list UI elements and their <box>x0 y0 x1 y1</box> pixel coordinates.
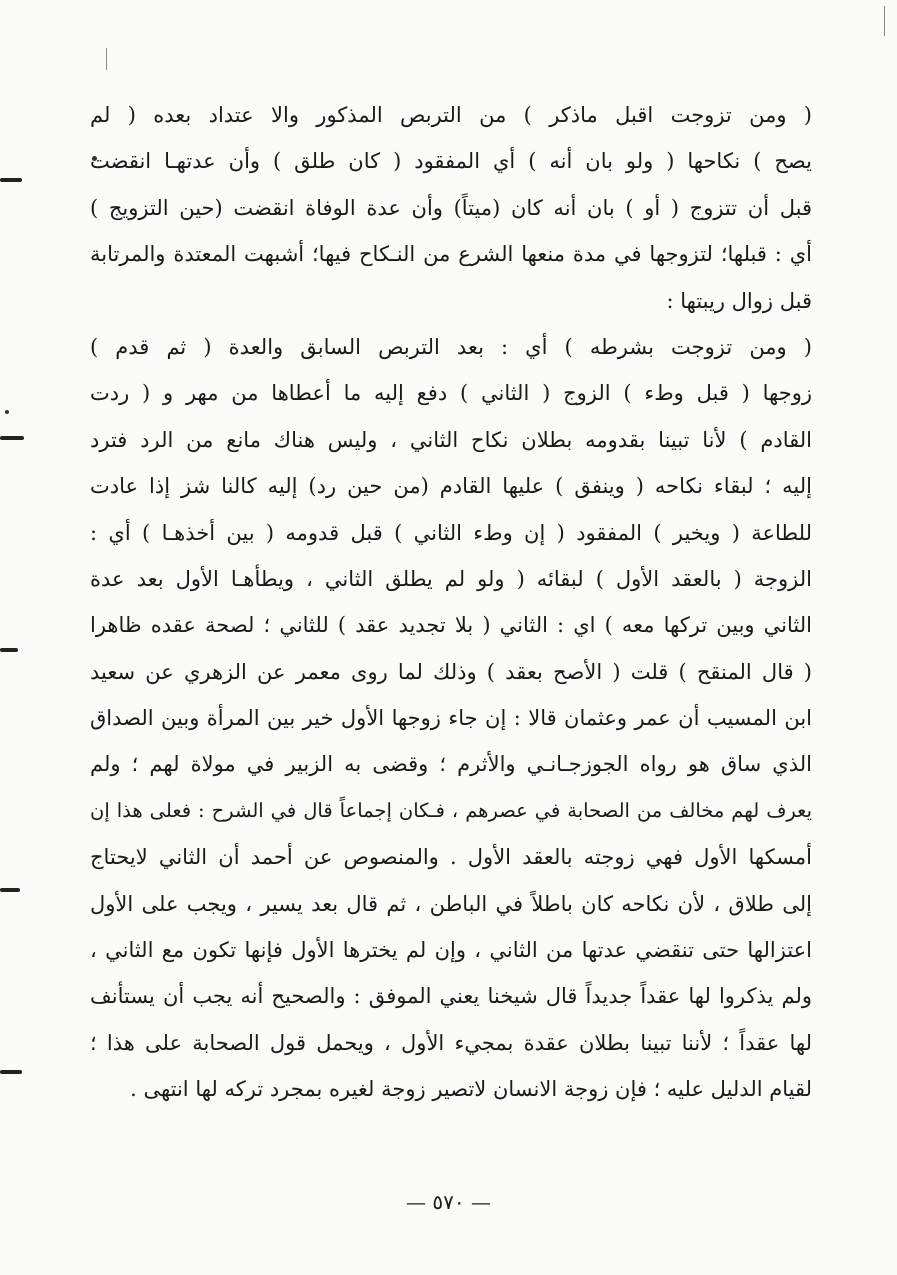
margin-mark <box>0 1070 22 1074</box>
text-line: اعتزالها حتى تنقضي عدتها من الثاني ، وإن لم يخترها الأول فإنها تكون مع الثاني ، <box>90 938 812 963</box>
text-line: قبل زوال ريبتها : <box>666 288 812 313</box>
body-text <box>90 92 812 1113</box>
text-line: ( قال المنقح ) قلت ( الأصح بعقد ) وذلك لما روى معمر عن الزهري عن سعيد <box>90 659 812 684</box>
text-line: لها عقداً ؛ لأننا تبينا بطلان عقدة بمجيء الأول ، ويحمل قول الصحابة على هذا ؛ <box>90 1030 812 1055</box>
text-line: القادم ) لأنا تبينا بقدومه بطلان نكاح الثاني ، وليس هناك مانع من الرد فترد <box>90 427 812 452</box>
text-line: إليه ؛ لبقاء نكاحه ( وينفق ) عليها القادم (من حين رد) إليه كالنا شز إذا عادت <box>90 474 812 499</box>
text-line: قبل أن تتزوج ( أو ) بان أنه كان (ميتاً) وأن عدة الوفاة انقضت (حين التزويج ) <box>90 195 812 220</box>
text-line: إلى طلاق ، لأن نكاحه كان باطلاً في الباطن ، ثم قال بعد يسير ، ويجب على الأول <box>90 891 812 916</box>
text-line: ولم يذكروا لها عقداً جديداً قال شيخنا يعني الموفق : والصحيح أنه يجب أن يستأنف <box>90 984 812 1009</box>
text-line: يعرف لهم مخالف من الصحابة في عصرهم ، فـكان إجماعاً قال في الشرح : فعلى هذا إن <box>90 798 812 822</box>
scan-edge-line <box>884 6 885 36</box>
margin-dot <box>5 410 9 414</box>
text-line: لقيام الدليل عليه ؛ فإن زوجة الانسان لاتصير زوجة لغيره بمجرد تركه لها انتهى . <box>130 1077 812 1102</box>
text-line: ( ومن تزوجت بشرطه ) أي : بعد التربص السابق والعدة ( ثم قدم ) <box>90 334 812 359</box>
text-line: أمسكها الأول فهي زوجته بالعقد الأول . والمنصوص عن أحمد أن الثاني لايحتاج <box>90 845 812 870</box>
margin-mark <box>0 648 18 652</box>
text-line: الذي ساق هو رواه الجوزجـانـي والأثرم ؛ وقضى به الزبير في مولاة لهم ؛ ولم <box>90 752 812 777</box>
margin-mark <box>0 436 24 440</box>
text-line: للطاعة ( ويخير ) المفقود ( إن وطء الثاني ) قبل قدومه ( بين أخذهـا ) أي : <box>90 520 812 545</box>
text-line: زوجها ( قبل وطء ) الزوج ( الثاني ) دفع إليه ما أعطاها من مهر و ( ردت <box>90 381 812 406</box>
margin-mark <box>0 888 20 892</box>
text-line: ( ومن تزوجت اقبل ماذكر ) من التربص المذكور والا عتداد بعده ( لم <box>90 103 812 127</box>
text-line: يصح ) نكاحها ( ولو بان أنه ) أي المفقود ( كان طلق ) وأن عدتهـا انقضت <box>90 149 812 174</box>
text-line: أي : قبلها؛ لتزوجها في مدة منعها الشرع من النـكاح فيها؛ أشبهت المعتدة والمرتابة <box>90 242 812 267</box>
text-line: الزوجة ( بالعقد الأول ) لبقائه ( ولو لم يطلق الثاني ، ويطأهـا الأول بعد عدة <box>90 566 812 591</box>
page-number: — ٥٧٠ — <box>406 1190 491 1214</box>
text-line: الثاني وبين تركها معه ) اي : الثاني ( بلا تجديد عقد ) للثاني ؛ لصحة عقده ظاهرا <box>90 613 812 638</box>
scan-edge-line <box>106 48 107 70</box>
text-line: ابن المسيب أن عمر وعثمان قالا : إن جاء زوجها الأول خير بين المرأة وبين الصداق <box>90 706 812 731</box>
margin-mark <box>0 178 22 182</box>
